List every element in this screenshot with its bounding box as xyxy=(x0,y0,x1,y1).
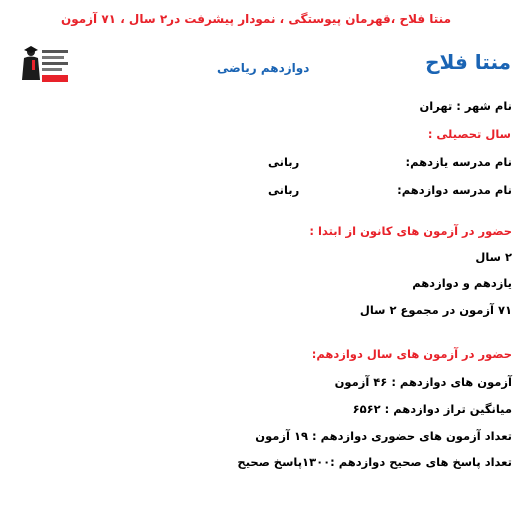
school-11-value: ربانی xyxy=(268,155,300,169)
kanoon-years: ۲ سال xyxy=(475,250,512,264)
student-name-heading: منتا فلاح xyxy=(425,50,511,74)
school-12-value: ربانی xyxy=(268,183,300,197)
grade12-correct-answers: تعداد پاسخ های صحیح دوازدهم :۱۳۰۰پاسخ صحیح xyxy=(237,455,512,469)
major-label: دوازدهم ریاضی xyxy=(217,61,310,75)
academic-year-heading: سال تحصیلی : xyxy=(427,127,511,141)
school-11-label: نام مدرسه یازدهم: xyxy=(405,155,512,169)
graduate-logo-icon xyxy=(18,44,72,84)
grade12-exams: آزمون های دوازدهم : ۴۶ آزمون xyxy=(334,375,512,389)
grade12-in-person: تعداد آزمون های حضوری دوازدهم : ۱۹ آزمون xyxy=(255,429,512,443)
kanoon-attendance-heading: حضور در آزمون های کانون از ابتدا : xyxy=(309,224,512,238)
grade12-attendance-heading: حضور در آزمون های سال دوازدهم: xyxy=(311,347,512,361)
kanoon-total: ۷۱ آزمون در مجموع ۲ سال xyxy=(359,303,512,317)
school-12-label: نام مدرسه دوازدهم: xyxy=(397,183,512,197)
page-title: منتا فلاح ،قهرمان پیوستگی ، نمودار پیشرفت در۲ سال ، ۷۱ آزمون xyxy=(60,12,451,26)
grade12-avg-score: میانگین تراز دوازدهم : ۶۵۶۲ xyxy=(352,402,512,416)
city-line: نام شهر : تهران xyxy=(419,99,512,113)
kanoon-grades: یازدهم و دوازدهم xyxy=(412,276,512,290)
